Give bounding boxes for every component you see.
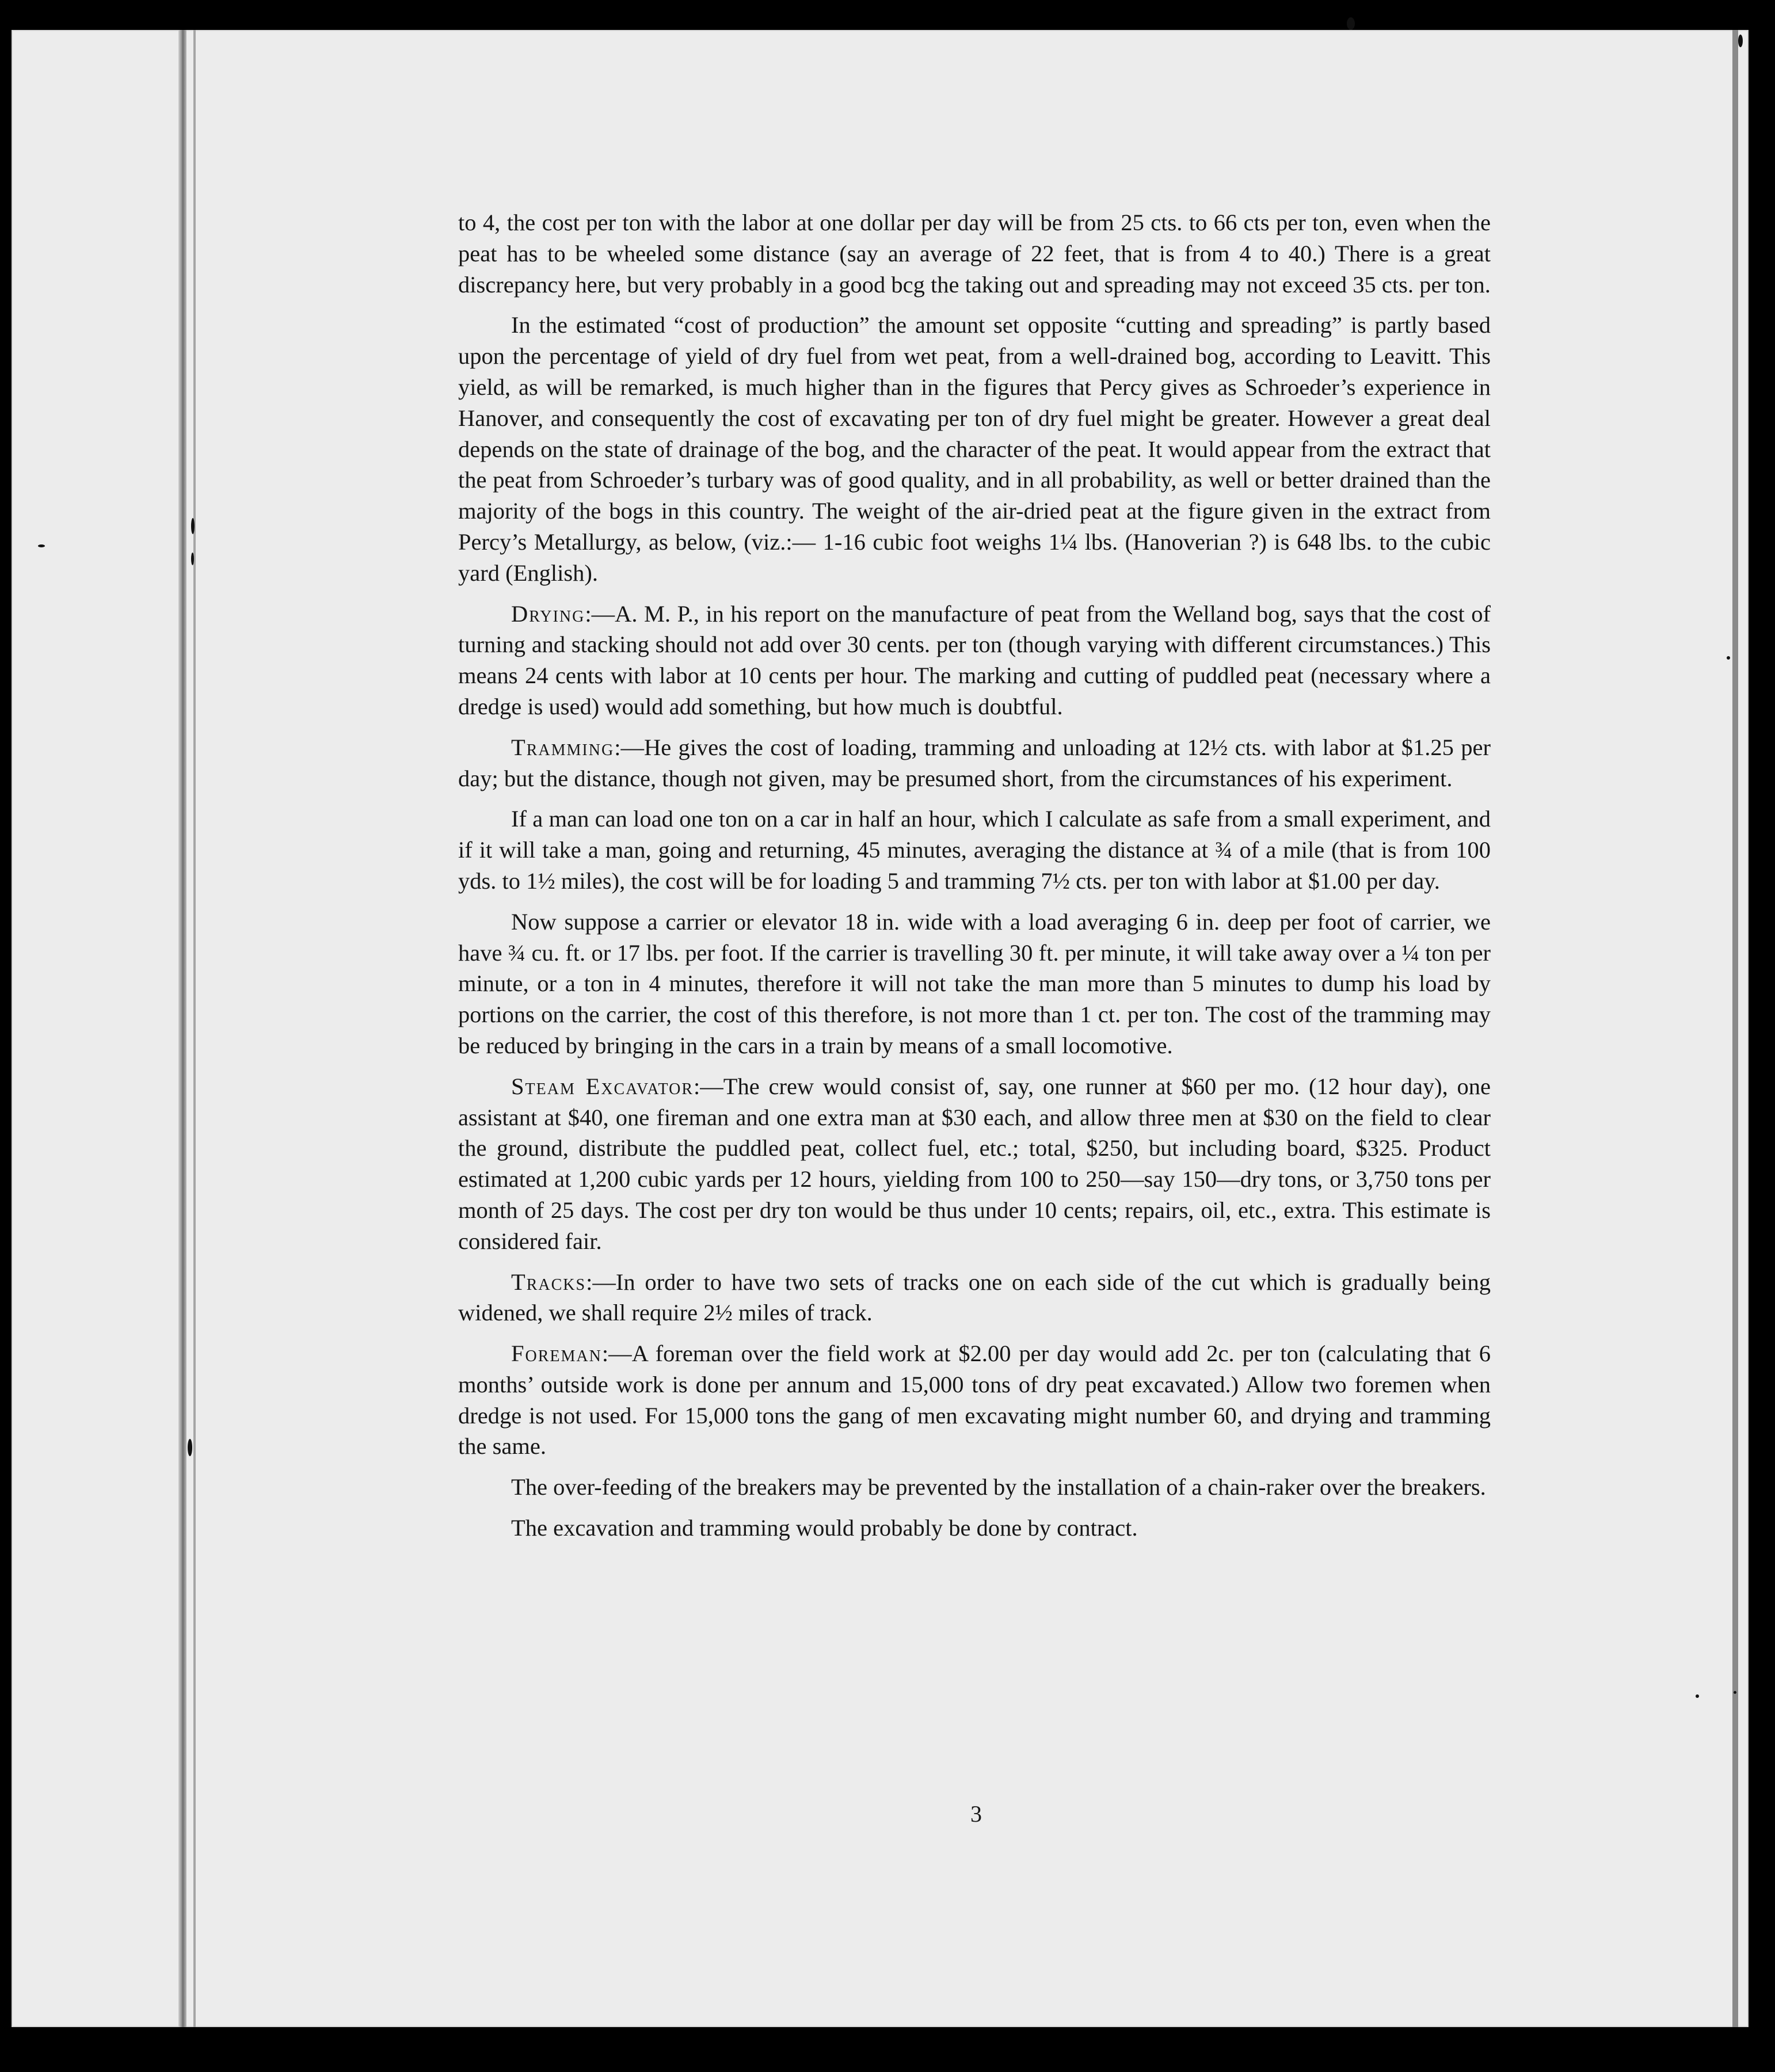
scan-speck bbox=[1696, 1694, 1699, 1698]
paragraph-foreman-text: :—A foreman over the field work at $2.00 per day would add 2c. per ton (calculating that 6 months’ outside work is done per annum and 15,000 tons of dry peat excavated.) Allow two foremen when dredge is not used. For 15,000 tons the gang of men excavating might number 60, and drying and tramming the same. bbox=[458, 1340, 1491, 1460]
section-heading-tracks: Tracks bbox=[511, 1269, 586, 1295]
paragraph-11: The excavation and tramming would probably be done by contract. bbox=[511, 1515, 1138, 1541]
body-text bbox=[458, 207, 1491, 1553]
scan-speck bbox=[1727, 656, 1730, 660]
paragraph-tramming bbox=[458, 732, 1491, 794]
scan-speck bbox=[38, 544, 45, 547]
paragraph-steam-excavator bbox=[458, 1071, 1491, 1257]
paragraph-2: In the estimated “cost of production” the amount set opposite “cutting and spreading” is partly based upon the percentage of yield of dry fuel from wet peat, from a well-drained bog, according to Leavitt. This yield, as will be remarked, is much higher than in the figures that Percy gives as Schroeder’s experience in Hanover, and consequently the cost of excavating per ton of dry fuel might be greater. However a great deal depends on the state of drainage of the bog, and the character of the peat. It would appear from the extract that the peat from Schroeder’s turbary was of good quality, and in all probability, as well or better drained than the majority of the bogs in this country. The weight of the air-dried peat at the figure given in the extract from Percy’s Metallurgy, as below, (viz.:— 1-16 cubic foot weighs 1¼ lbs. (Hanoverian ?) is 648 lbs. to the cubic yard (English). bbox=[458, 312, 1491, 586]
scan-speck bbox=[191, 553, 194, 565]
paragraph-foreman bbox=[458, 1338, 1491, 1462]
section-heading-foreman: Foreman bbox=[511, 1340, 602, 1367]
section-heading-tramming: Tramming bbox=[511, 734, 615, 760]
scan-speck bbox=[191, 518, 195, 534]
scan-speck bbox=[1734, 1691, 1736, 1694]
paragraph-tracks bbox=[458, 1267, 1491, 1329]
paragraph-5: If a man can load one ton on a car in half an hour, which I calculate as safe from a small experiment, and if it will take a man, going and returning, 45 minutes, averaging the distance at ¾ of a mile (that is from 100 yds. to 1½ miles), the cost will be for loading 5 and tramming 7½ cts. per ton with labor at $1.00 per day. bbox=[458, 806, 1491, 894]
page-number: 3 bbox=[970, 1801, 982, 1827]
page-right-edge bbox=[1732, 30, 1738, 2027]
section-heading-drying: Drying bbox=[511, 600, 585, 627]
paragraph-6: Now suppose a carrier or elevator 18 in. wide with a load averaging 6 in. deep per foot of carrier, we have ¾ cu. ft. or 17 lbs. per foot. If the carrier is travelling 30 ft. per minute, it will take away over a ¼ ton per minute, or a ton in 4 minutes, therefore it will not take the man more than 5 minutes to dump his load by portions on the carrier, the cost of this therefore, is not more than 1 ct. per ton. The cost of the tramming may be reduced by bringing in the cars in a train by means of a small locomotive. bbox=[458, 908, 1491, 1058]
section-heading-steam-excavator: Steam Excavator bbox=[511, 1073, 694, 1099]
scan-speck bbox=[1347, 17, 1355, 30]
paragraph-steam-excavator-text: :—The crew would consist of, say, one runner at $60 per mo. (12 hour day), one assistant at $40, one fireman and one extra man at $30 each, and allow three men at $30 on the field to clear the ground, distribute the puddled peat, collect fuel, etc.; total, $250, but including board, $325. Product estimated at 1,200 cubic yards per 12 hours, yielding from 100 to 250—say 150—dry tons, or 3,750 tons per month of 25 days. The cost per dry ton would be thus under 10 cents; repairs, oil, etc., extra. This estimate is considered fair. bbox=[458, 1073, 1491, 1254]
scan-speck bbox=[1738, 35, 1743, 47]
paragraph-tracks-text: :—In order to have two sets of tracks one on each side of the cut which is gradually being widened, we shall require 2½ miles of track. bbox=[458, 1269, 1491, 1326]
paragraph-10: The over-feeding of the breakers may be prevented by the installation of a chain-raker over the breakers. bbox=[511, 1474, 1486, 1500]
paragraph-tramming-text: :—He gives the cost of loading, tramming and unloading at 12½ cts. with labor at $1.25 per day; but the distance, though not given, may be presumed short, from the circumstances of his experiment. bbox=[458, 734, 1491, 791]
paragraph-drying bbox=[458, 599, 1491, 722]
scan-speck bbox=[188, 1439, 192, 1456]
gutter-line bbox=[193, 30, 196, 2027]
paragraph-1: to 4, the cost per ton with the labor at one dollar per day will be from 25 cts. to 66 cts per ton, even when the peat has to be wheeled some distance (say an average of 22 feet, that is from 4 to 40.) There is a great discrepancy here, but very probably in a good bcg the taking out and spreading may not exceed 35 cts. per ton. bbox=[458, 210, 1491, 298]
paragraph-drying-text: :—A. M. P., in his report on the manufacture of peat from the Welland bog, says that the cost of turning and stacking should not add over 30 cents. per ton (though varying with different circumstances.) This means 24 cents with labor at 10 cents per hour. The marking and cutting of puddled peat (necessary where a dredge is used) would add something, but how much is doubtful. bbox=[458, 600, 1491, 719]
book-spine-shadow bbox=[178, 30, 186, 2027]
